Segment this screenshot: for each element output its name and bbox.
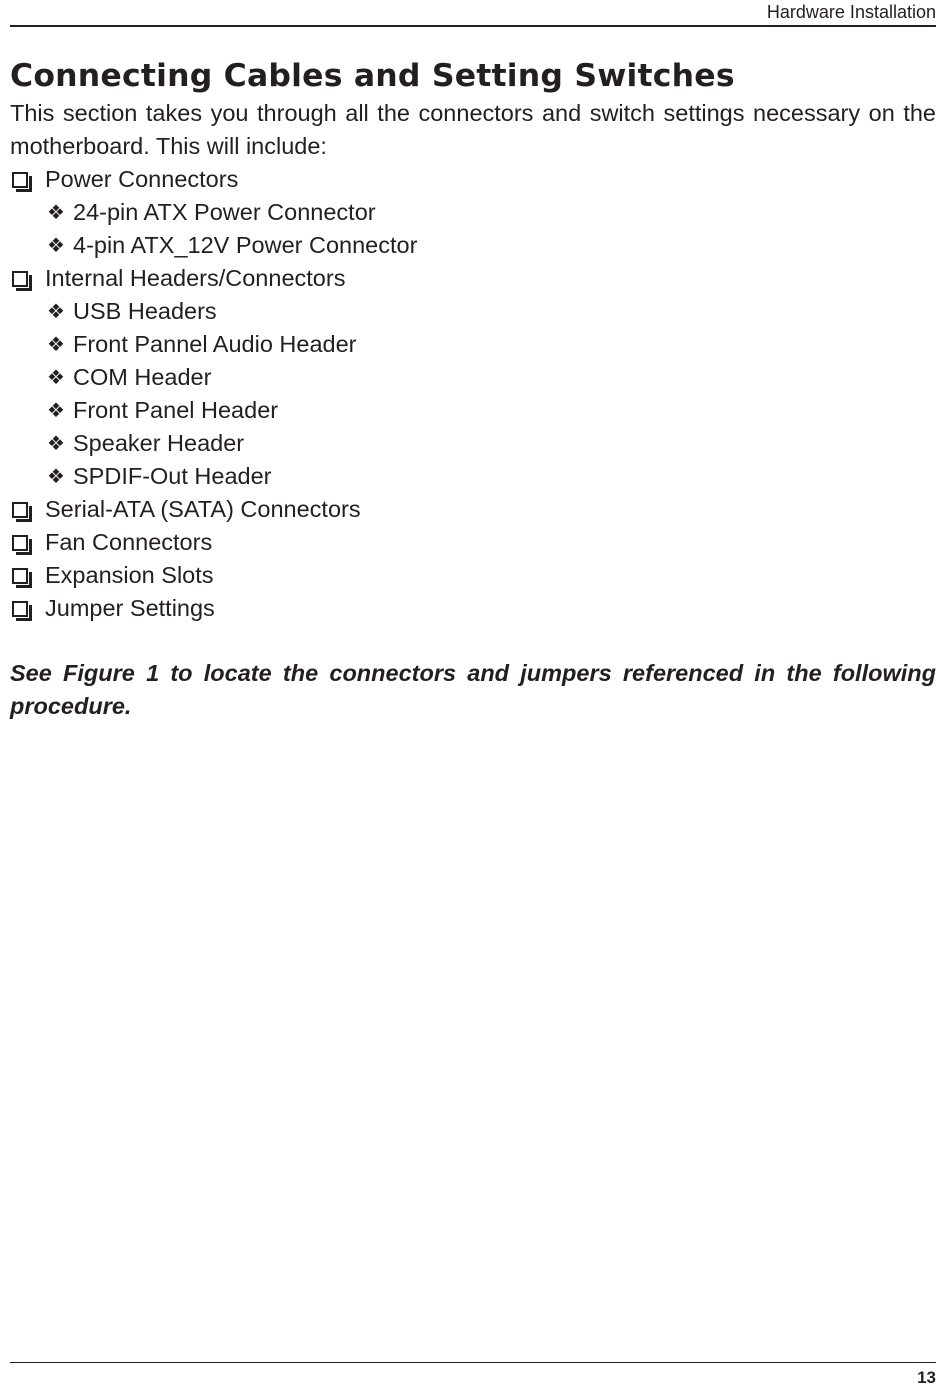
list-item-label: Front Panel Header xyxy=(73,397,279,423)
diamond-bullet-icon: ❖ xyxy=(47,299,65,323)
list-item xyxy=(10,262,936,295)
list-item xyxy=(10,361,936,394)
footer-rule xyxy=(10,1362,936,1363)
list-item xyxy=(10,559,936,592)
diamond-bullet-icon: ❖ xyxy=(47,332,65,356)
list-item-label: Internal Headers/Connectors xyxy=(45,265,346,291)
checkbox-icon xyxy=(12,568,28,584)
connector-outline-list xyxy=(10,163,936,625)
checkbox-icon xyxy=(12,535,28,551)
list-item xyxy=(10,394,936,427)
list-item-label: 4-pin ATX_12V Power Connector xyxy=(73,232,418,258)
list-item-label: Speaker Header xyxy=(73,430,245,456)
figure-reference-note: See Figure 1 to locate the connectors and jumpers referenced in the following procedure. xyxy=(10,660,936,719)
list-item xyxy=(10,295,936,328)
list-item xyxy=(10,460,936,493)
list-item-label: Serial-ATA (SATA) Connectors xyxy=(45,496,361,522)
diamond-bullet-icon: ❖ xyxy=(47,464,65,488)
list-item-label: 24-pin ATX Power Connector xyxy=(73,199,376,225)
list-item xyxy=(10,163,936,196)
list-item xyxy=(10,229,936,262)
diamond-bullet-icon: ❖ xyxy=(47,365,65,389)
page-number: 13 xyxy=(917,1368,936,1387)
list-item xyxy=(10,526,936,559)
list-item xyxy=(10,592,936,625)
diamond-bullet-icon: ❖ xyxy=(47,431,65,455)
diamond-bullet-icon: ❖ xyxy=(47,233,65,257)
list-item-label: Expansion Slots xyxy=(45,562,214,588)
running-header: Hardware Installation xyxy=(766,2,936,22)
diamond-bullet-icon: ❖ xyxy=(47,200,65,224)
list-item-label: SPDIF-Out Header xyxy=(73,463,272,489)
list-item xyxy=(10,328,936,361)
checkbox-icon xyxy=(12,271,28,287)
header-rule xyxy=(10,25,936,27)
list-item-label: COM Header xyxy=(73,364,212,390)
list-item-label: Fan Connectors xyxy=(45,529,213,555)
intro-paragraph: This section takes you through all the connectors and switch settings necessary on the motherboard. This will include: xyxy=(10,100,936,159)
list-item-label: Power Connectors xyxy=(45,166,239,192)
diamond-bullet-icon: ❖ xyxy=(47,398,65,422)
list-item-label: USB Headers xyxy=(73,298,217,324)
checkbox-icon xyxy=(12,502,28,518)
page-title: Connecting Cables and Setting Switches xyxy=(10,58,735,94)
list-item xyxy=(10,493,936,526)
checkbox-icon xyxy=(12,172,28,188)
list-item xyxy=(10,196,936,229)
list-item-label: Front Pannel Audio Header xyxy=(73,331,357,357)
list-item xyxy=(10,427,936,460)
list-item-label: Jumper Settings xyxy=(45,595,215,621)
checkbox-icon xyxy=(12,601,28,617)
